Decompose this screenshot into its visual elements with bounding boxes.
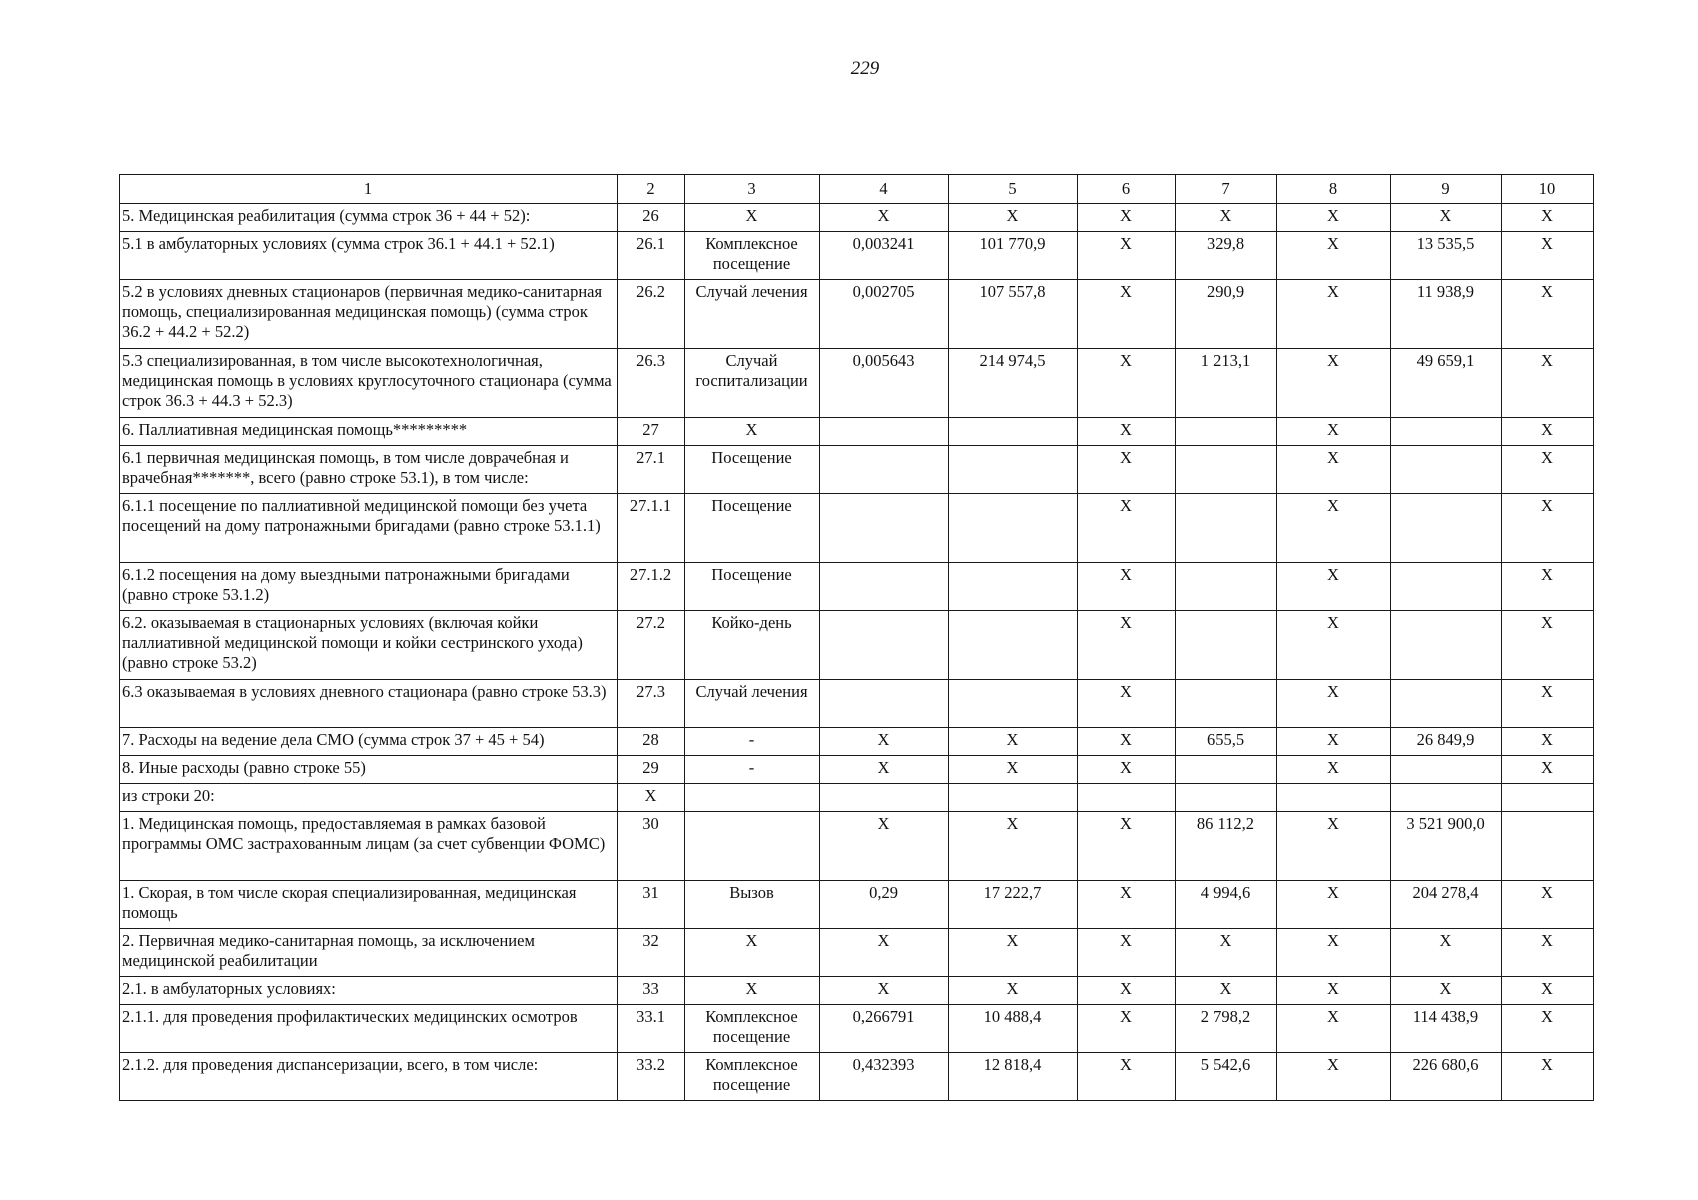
table-cell (1502, 812, 1594, 881)
table-cell: 17 222,7 (949, 881, 1078, 929)
table-cell: 26 849,9 (1391, 728, 1502, 756)
table-cell: Случай лечения (685, 280, 820, 349)
table-cell: 0,29 (820, 881, 949, 929)
table-cell: 10 488,4 (949, 1005, 1078, 1053)
table-row (120, 756, 1594, 784)
table-cell: X (1078, 1053, 1176, 1101)
table-cell: X (1176, 977, 1277, 1005)
table-cell (949, 494, 1078, 563)
table-cell: X (685, 204, 820, 232)
row-label: 6.1.1 посещение по паллиативной медицинской помощи без учета посещений на дому патронажными бригадами (равно строке 53.1.1) (120, 494, 618, 563)
table-cell (1391, 563, 1502, 611)
table-cell: 290,9 (1176, 280, 1277, 349)
column-header-10: 10 (1502, 175, 1594, 204)
table-cell: X (1277, 232, 1391, 280)
table-cell: 107 557,8 (949, 280, 1078, 349)
table-cell (1391, 611, 1502, 680)
column-header-8: 8 (1277, 175, 1391, 204)
table-cell (1502, 784, 1594, 812)
table-cell: Случай лечения (685, 680, 820, 728)
table-cell (820, 680, 949, 728)
table-cell: X (1502, 680, 1594, 728)
row-label: 2. Первичная медико-санитарная помощь, за исключением медицинской реабилитации (120, 929, 618, 977)
table-cell: X (1502, 349, 1594, 418)
table-cell (1176, 563, 1277, 611)
table-cell: X (1502, 929, 1594, 977)
row-label: 6.2. оказываемая в стационарных условиях (включая койки паллиативной медицинской помощи и койки сестринского ухода) (равно строке 53.2) (120, 611, 618, 680)
table-cell (1391, 446, 1502, 494)
table-cell: X (1502, 280, 1594, 349)
table-cell: X (1391, 929, 1502, 977)
table-row (120, 563, 1594, 611)
table-cell: 214 974,5 (949, 349, 1078, 418)
table-cell: 27.2 (618, 611, 685, 680)
table-cell: X (1277, 418, 1391, 446)
table-cell (1176, 756, 1277, 784)
table-cell (820, 494, 949, 563)
column-header-4: 4 (820, 175, 949, 204)
table-cell: X (1078, 494, 1176, 563)
table-cell (949, 784, 1078, 812)
table-cell: Комплексное посещение (685, 232, 820, 280)
table-cell: X (1391, 977, 1502, 1005)
table-cell (1391, 756, 1502, 784)
table-cell (1277, 784, 1391, 812)
column-header-6: 6 (1078, 175, 1176, 204)
table-row (120, 680, 1594, 728)
table-row (120, 1005, 1594, 1053)
table-row (120, 232, 1594, 280)
table-row (120, 349, 1594, 418)
table-cell: X (820, 929, 949, 977)
column-header-5: 5 (949, 175, 1078, 204)
table-cell: X (1277, 929, 1391, 977)
table-cell: 101 770,9 (949, 232, 1078, 280)
table-cell: X (820, 756, 949, 784)
data-table (119, 174, 1594, 1101)
table-body (120, 175, 1594, 1101)
table-row (120, 446, 1594, 494)
column-header-7: 7 (1176, 175, 1277, 204)
table-cell: X (1502, 756, 1594, 784)
table-cell (1391, 680, 1502, 728)
row-label: 5.3 специализированная, в том числе высокотехнологичная, медицинская помощь в условиях круглосуточного стационара (сумма строк 36.3 + 44.3 + 52.3) (120, 349, 618, 418)
table-cell: X (1502, 611, 1594, 680)
table-cell: X (1277, 349, 1391, 418)
table-cell: Случай госпитализации (685, 349, 820, 418)
table-cell: X (685, 418, 820, 446)
table-cell: 0,003241 (820, 232, 949, 280)
table-cell: Вызов (685, 881, 820, 929)
table-cell: X (1277, 204, 1391, 232)
table-cell: X (1277, 728, 1391, 756)
column-header-3: 3 (685, 175, 820, 204)
table-cell: X (949, 728, 1078, 756)
table-cell: 28 (618, 728, 685, 756)
table-cell: X (1502, 977, 1594, 1005)
table-cell: X (1078, 418, 1176, 446)
row-label: 6.1 первичная медицинская помощь, в том числе доврачебная и врачебная*******, всего (равно строке 53.1), в том числе: (120, 446, 618, 494)
row-label: 5.2 в условиях дневных стационаров (первичная медико-санитарная помощь, специализированная медицинская помощь) (сумма строк 36.2 + 44.2 + 52.2) (120, 280, 618, 349)
table-cell: 27.1.1 (618, 494, 685, 563)
row-label: 2.1. в амбулаторных условиях: (120, 977, 618, 1005)
table-cell: 1 213,1 (1176, 349, 1277, 418)
table-cell: Посещение (685, 494, 820, 563)
table-cell (1176, 418, 1277, 446)
table-cell: X (1277, 494, 1391, 563)
table-cell (1176, 494, 1277, 563)
table-cell: X (1502, 881, 1594, 929)
table-cell: X (1277, 280, 1391, 349)
table-row (120, 494, 1594, 563)
table-row (120, 611, 1594, 680)
column-header-9: 9 (1391, 175, 1502, 204)
table-cell: X (618, 784, 685, 812)
table-cell: X (1176, 929, 1277, 977)
table-cell: X (1078, 881, 1176, 929)
row-label: 5.1 в амбулаторных условиях (сумма строк 36.1 + 44.1 + 52.1) (120, 232, 618, 280)
table-cell (1176, 446, 1277, 494)
table-cell: X (1277, 680, 1391, 728)
table-cell (820, 446, 949, 494)
table-cell (949, 418, 1078, 446)
table-cell: X (1078, 349, 1176, 418)
table-cell: 33.2 (618, 1053, 685, 1101)
table-cell: X (949, 812, 1078, 881)
table-row (120, 280, 1594, 349)
table-cell: X (820, 728, 949, 756)
table-cell (1078, 784, 1176, 812)
table-cell: X (949, 204, 1078, 232)
table-cell: 3 521 900,0 (1391, 812, 1502, 881)
table-cell (949, 611, 1078, 680)
table-cell: 0,266791 (820, 1005, 949, 1053)
table-cell: X (1502, 728, 1594, 756)
table-row (120, 784, 1594, 812)
table-cell: Посещение (685, 563, 820, 611)
table-row (120, 881, 1594, 929)
table-cell: 27.1 (618, 446, 685, 494)
table-cell: X (1502, 563, 1594, 611)
table-cell: X (1502, 1005, 1594, 1053)
table-cell: 32 (618, 929, 685, 977)
table-row (120, 728, 1594, 756)
row-label: 6.1.2 посещения на дому выездными патронажными бригадами (равно строке 53.1.2) (120, 563, 618, 611)
table-cell (1391, 784, 1502, 812)
table-cell: X (1176, 204, 1277, 232)
table-cell: Койко-день (685, 611, 820, 680)
column-header-2: 2 (618, 175, 685, 204)
table-cell (949, 563, 1078, 611)
table-cell: Комплексное посещение (685, 1005, 820, 1053)
row-label: 5. Медицинская реабилитация (сумма строк 36 + 44 + 52): (120, 204, 618, 232)
table-row (120, 929, 1594, 977)
table-cell: Комплексное посещение (685, 1053, 820, 1101)
table-cell: X (820, 977, 949, 1005)
table-cell: 12 818,4 (949, 1053, 1078, 1101)
table-cell: 0,432393 (820, 1053, 949, 1101)
row-label: 6.3 оказываемая в условиях дневного стационара (равно строке 53.3) (120, 680, 618, 728)
table-cell: 49 659,1 (1391, 349, 1502, 418)
table-cell: 30 (618, 812, 685, 881)
row-label: 1. Медицинская помощь, предоставляемая в рамках базовой программы ОМС застрахованным лицам (за счет субвенции ФОМС) (120, 812, 618, 881)
table-cell: X (1078, 1005, 1176, 1053)
table-cell: X (1277, 812, 1391, 881)
table-cell: 33.1 (618, 1005, 685, 1053)
table-cell: 86 112,2 (1176, 812, 1277, 881)
table-cell: 27 (618, 418, 685, 446)
header-row (120, 175, 1594, 204)
table-cell (949, 680, 1078, 728)
table-cell: 0,002705 (820, 280, 949, 349)
table-cell: 31 (618, 881, 685, 929)
table-row (120, 1053, 1594, 1101)
table-cell: X (1078, 680, 1176, 728)
table-cell: 5 542,6 (1176, 1053, 1277, 1101)
table-cell (949, 446, 1078, 494)
table-cell: 26.1 (618, 232, 685, 280)
table-cell (820, 418, 949, 446)
table-cell: 26.3 (618, 349, 685, 418)
table-cell: X (820, 812, 949, 881)
table-cell: 27.3 (618, 680, 685, 728)
row-label: 2.1.1. для проведения профилактических медицинских осмотров (120, 1005, 618, 1053)
table-cell: X (1277, 611, 1391, 680)
table-cell (1176, 611, 1277, 680)
table-cell: X (1391, 204, 1502, 232)
table-cell: X (1277, 563, 1391, 611)
table-cell: X (1078, 563, 1176, 611)
table-cell (820, 563, 949, 611)
row-label: 7. Расходы на ведение дела СМО (сумма строк 37 + 45 + 54) (120, 728, 618, 756)
table-cell: X (1277, 1053, 1391, 1101)
table-cell: X (1078, 929, 1176, 977)
table-cell: 226 680,6 (1391, 1053, 1502, 1101)
page-number: 229 (850, 58, 880, 79)
row-label: 8. Иные расходы (равно строке 55) (120, 756, 618, 784)
table-cell: 13 535,5 (1391, 232, 1502, 280)
table-row (120, 418, 1594, 446)
table-cell: X (1502, 446, 1594, 494)
table-row (120, 812, 1594, 881)
table-cell: 204 278,4 (1391, 881, 1502, 929)
row-label: 2.1.2. для проведения диспансеризации, всего, в том числе: (120, 1053, 618, 1101)
table-cell: X (1277, 446, 1391, 494)
table-cell: X (1277, 881, 1391, 929)
table-cell: 0,005643 (820, 349, 949, 418)
table-cell: X (1502, 418, 1594, 446)
table-cell: 11 938,9 (1391, 280, 1502, 349)
table-cell: 29 (618, 756, 685, 784)
table-cell: 26.2 (618, 280, 685, 349)
table-cell: 329,8 (1176, 232, 1277, 280)
table-cell: X (1502, 1053, 1594, 1101)
table-cell: X (1078, 280, 1176, 349)
table-cell: X (1277, 756, 1391, 784)
table-cell: X (1277, 977, 1391, 1005)
table-cell: 26 (618, 204, 685, 232)
table-cell: X (1078, 446, 1176, 494)
table-cell: - (685, 756, 820, 784)
table-cell: X (1078, 728, 1176, 756)
table-cell: X (1078, 812, 1176, 881)
table-cell: X (949, 756, 1078, 784)
table-cell: X (685, 929, 820, 977)
table-cell (820, 611, 949, 680)
table-cell: 655,5 (1176, 728, 1277, 756)
table-cell: X (1277, 1005, 1391, 1053)
table-cell: 114 438,9 (1391, 1005, 1502, 1053)
table-cell: X (1078, 204, 1176, 232)
table-cell: X (1078, 611, 1176, 680)
table-cell (820, 784, 949, 812)
table-cell: X (1078, 977, 1176, 1005)
table-cell: X (1502, 204, 1594, 232)
table-cell: X (685, 977, 820, 1005)
table-cell (1391, 494, 1502, 563)
table-cell: 4 994,6 (1176, 881, 1277, 929)
table-cell: X (949, 977, 1078, 1005)
table-cell: Посещение (685, 446, 820, 494)
table-cell: X (949, 929, 1078, 977)
row-label: 6. Паллиативная медицинская помощь********* (120, 418, 618, 446)
table-cell: 33 (618, 977, 685, 1005)
table-cell: 2 798,2 (1176, 1005, 1277, 1053)
table-cell (1176, 680, 1277, 728)
table-cell: 27.1.2 (618, 563, 685, 611)
table-cell: X (1502, 494, 1594, 563)
table-row (120, 204, 1594, 232)
row-label: из строки 20: (120, 784, 618, 812)
table-cell: X (1078, 756, 1176, 784)
table-cell: X (820, 204, 949, 232)
table-cell (1391, 418, 1502, 446)
table-row (120, 977, 1594, 1005)
table-cell: - (685, 728, 820, 756)
column-header-1: 1 (120, 175, 618, 204)
table-cell (1176, 784, 1277, 812)
row-label: 1. Скорая, в том числе скорая специализированная, медицинская помощь (120, 881, 618, 929)
table-cell: X (1502, 232, 1594, 280)
table-cell: X (1078, 232, 1176, 280)
table-cell (685, 812, 820, 881)
table-cell (685, 784, 820, 812)
